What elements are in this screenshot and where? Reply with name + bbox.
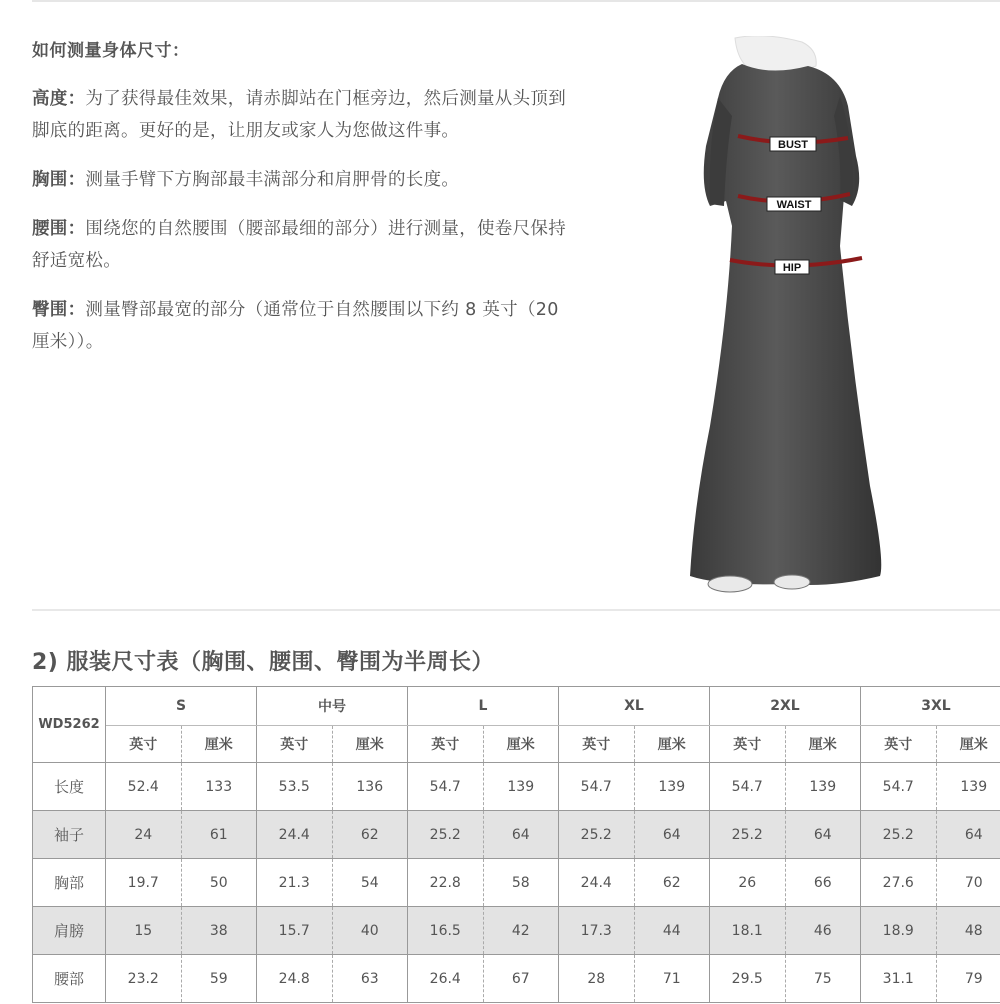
cell-cm: 42 (483, 907, 559, 955)
cell-inch: 15 (106, 907, 182, 955)
row-label: 肩膀 (33, 907, 106, 955)
cell-cm: 64 (483, 811, 559, 859)
cell-inch: 24.8 (257, 955, 333, 1003)
section-divider (32, 609, 1000, 611)
cell-cm: 75 (785, 955, 861, 1003)
dress-model-figure (680, 36, 905, 601)
cell-cm: 133 (181, 763, 257, 811)
cell-cm: 70 (936, 859, 1000, 907)
size-header-row (33, 687, 1000, 726)
cell-cm: 64 (936, 811, 1000, 859)
cell-inch: 24.4 (559, 859, 635, 907)
cell-cm: 40 (332, 907, 408, 955)
guide-waist-label: 腰围： (32, 219, 86, 239)
unit-cm: 厘米 (936, 726, 1000, 763)
guide-waist (32, 213, 577, 277)
cell-inch: 54.7 (861, 763, 937, 811)
guide-bust-label: 胸围： (32, 170, 86, 190)
cell-cm: 139 (483, 763, 559, 811)
guide-waist-text: 围绕您的自然腰围（腰部最细的部分）进行测量，使卷尺保持舒适宽松。 (32, 219, 567, 271)
cell-inch: 22.8 (408, 859, 484, 907)
model-code: WD5262 (33, 687, 106, 763)
cell-inch: 53.5 (257, 763, 333, 811)
table-row (33, 955, 1000, 1003)
cell-cm: 139 (936, 763, 1000, 811)
guide-height-text: 为了获得最佳效果，请赤脚站在门框旁边，然后测量从头顶到脚底的距离。更好的是，让朋友或家人为您做这件事。 (32, 89, 567, 141)
cell-inch: 19.7 (106, 859, 182, 907)
unit-cm: 厘米 (483, 726, 559, 763)
size-header: XL (559, 687, 710, 726)
guide-bust-text: 测量手臂下方胸部最丰满部分和肩胛骨的长度。 (85, 170, 460, 190)
cell-cm: 63 (332, 955, 408, 1003)
unit-inch: 英寸 (257, 726, 333, 763)
cell-inch: 25.2 (861, 811, 937, 859)
cell-inch: 24.4 (257, 811, 333, 859)
size-table (32, 686, 1000, 1003)
cell-inch: 25.2 (710, 811, 786, 859)
size-header: L (408, 687, 559, 726)
left-shoe (708, 576, 752, 592)
size-header: 3XL (861, 687, 1000, 726)
cell-cm: 139 (785, 763, 861, 811)
unit-inch: 英寸 (408, 726, 484, 763)
cell-inch: 15.7 (257, 907, 333, 955)
unit-cm: 厘米 (785, 726, 861, 763)
cell-inch: 28 (559, 955, 635, 1003)
table-row (33, 859, 1000, 907)
row-label: 袖子 (33, 811, 106, 859)
cell-cm: 136 (332, 763, 408, 811)
size-table-body (33, 763, 1000, 1003)
cell-inch: 25.2 (559, 811, 635, 859)
cell-cm: 62 (634, 859, 710, 907)
right-shoe (774, 575, 810, 589)
cell-cm: 59 (181, 955, 257, 1003)
cell-inch: 27.6 (861, 859, 937, 907)
cell-inch: 31.1 (861, 955, 937, 1003)
bust-label: BUST (778, 139, 808, 151)
cell-inch: 18.9 (861, 907, 937, 955)
guide-height (32, 83, 577, 147)
table-row (33, 907, 1000, 955)
unit-inch: 英寸 (106, 726, 182, 763)
cell-inch: 17.3 (559, 907, 635, 955)
row-label: 胸部 (33, 859, 106, 907)
cell-inch: 23.2 (106, 955, 182, 1003)
cell-cm: 58 (483, 859, 559, 907)
guide-height-label: 高度： (32, 89, 86, 109)
waist-label: WAIST (776, 199, 812, 211)
cell-inch: 24 (106, 811, 182, 859)
cell-inch: 16.5 (408, 907, 484, 955)
size-chart-title: 2) 服装尺寸表（胸围、腰围、臀围为半周长） (32, 650, 495, 675)
cell-inch: 54.7 (710, 763, 786, 811)
guide-hip (32, 294, 577, 358)
hip-label: HIP (782, 262, 802, 274)
cell-cm: 64 (634, 811, 710, 859)
guide-hip-text: 测量臀部最宽的部分（通常位于自然腰围以下约 8 英寸（20 厘米））。 (32, 300, 559, 352)
cell-inch: 29.5 (710, 955, 786, 1003)
cell-cm: 139 (634, 763, 710, 811)
unit-cm: 厘米 (332, 726, 408, 763)
cell-inch: 52.4 (106, 763, 182, 811)
guide-hip-label: 臀围： (32, 300, 86, 320)
cell-inch: 26.4 (408, 955, 484, 1003)
top-divider (32, 0, 1000, 2)
cell-inch: 25.2 (408, 811, 484, 859)
cell-cm: 62 (332, 811, 408, 859)
cell-cm: 46 (785, 907, 861, 955)
unit-header-row (33, 726, 1000, 763)
cell-cm: 61 (181, 811, 257, 859)
size-header: S (106, 687, 257, 726)
cell-inch: 21.3 (257, 859, 333, 907)
cell-cm: 67 (483, 955, 559, 1003)
cell-cm: 79 (936, 955, 1000, 1003)
cell-cm: 54 (332, 859, 408, 907)
row-label: 腰部 (33, 955, 106, 1003)
unit-inch: 英寸 (861, 726, 937, 763)
table-row (33, 811, 1000, 859)
unit-cm: 厘米 (634, 726, 710, 763)
measurement-guide (32, 36, 577, 375)
unit-inch: 英寸 (559, 726, 635, 763)
unit-cm: 厘米 (181, 726, 257, 763)
cell-cm: 50 (181, 859, 257, 907)
cell-cm: 38 (181, 907, 257, 955)
table-row (33, 763, 1000, 811)
size-header: 2XL (710, 687, 861, 726)
guide-title: 如何测量身体尺寸： (32, 41, 190, 61)
cell-inch: 26 (710, 859, 786, 907)
cell-cm: 48 (936, 907, 1000, 955)
guide-bust (32, 164, 577, 196)
cell-cm: 66 (785, 859, 861, 907)
unit-inch: 英寸 (710, 726, 786, 763)
cell-cm: 44 (634, 907, 710, 955)
cell-inch: 54.7 (559, 763, 635, 811)
cell-cm: 71 (634, 955, 710, 1003)
cell-cm: 64 (785, 811, 861, 859)
row-label: 长度 (33, 763, 106, 811)
cell-inch: 54.7 (408, 763, 484, 811)
cell-inch: 18.1 (710, 907, 786, 955)
size-header: 中号 (257, 687, 408, 726)
